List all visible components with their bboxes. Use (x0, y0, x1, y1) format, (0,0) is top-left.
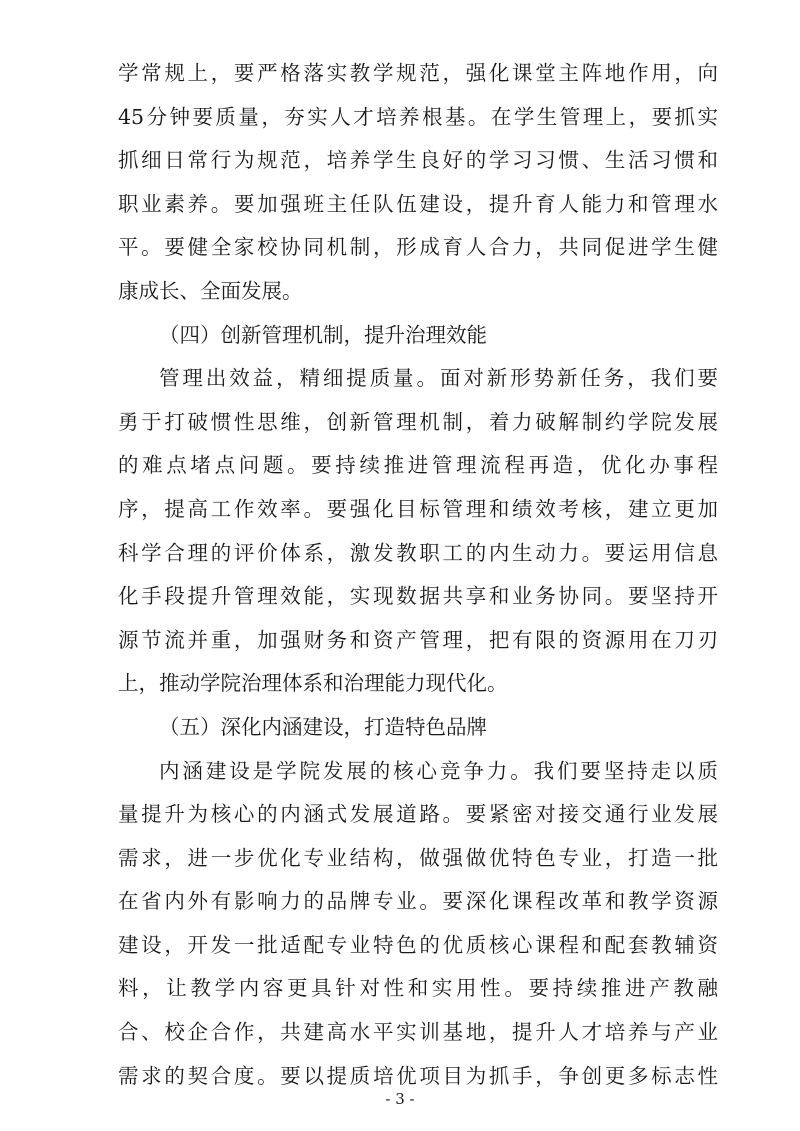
text-line: 需求的契合度。要以提质培优项目为抓手，争创更多标志性 (118, 1063, 718, 1088)
text-line: 内涵建设是学院发展的核心竞争力。我们要坚持走以质 (159, 758, 718, 783)
section-heading: （五）深化内涵建设，打造特色品牌 (159, 714, 487, 739)
text-line: 45分钟要质量，夯实人才培养根基。在学生管理上，要抓实 (118, 104, 718, 129)
text-line: 料，让教学内容更具针对性和实用性。要持续推进产教融 (118, 976, 718, 1001)
paragraph (118, 52, 718, 314)
text-line: 平。要健全家校协同机制，形成育人合力，共同促进学生健 (118, 235, 718, 260)
text-line: 康成长、全面发展。 (118, 278, 303, 303)
text-line: 源节流并重，加强财务和资产管理，把有限的资源用在刀刃 (118, 627, 718, 652)
text-line: 的难点堵点问题。要持续推进管理流程再造，优化办事程 (118, 453, 718, 478)
text-line: 序，提高工作效率。要强化目标管理和绩效考核，建立更加 (118, 496, 718, 521)
paragraph (118, 750, 718, 1099)
text-line: 建设，开发一批适配专业特色的优质核心课程和配套教辅资 (118, 932, 718, 957)
paragraph (118, 357, 718, 706)
text-line: 上，推动学院治理体系和治理能力现代化。 (118, 671, 508, 696)
text-line: 勇于打破惯性思维，创新管理机制，着力破解制约学院发展 (118, 409, 718, 434)
text-line: 需求，进一步优化专业结构，做强做优特色专业，打造一批 (118, 845, 718, 870)
section-heading: （四）创新管理机制，提升治理效能 (159, 322, 487, 347)
text-line: 学常规上，要严格落实教学规范，强化课堂主阵地作用，向 (118, 61, 718, 85)
text-line: 在省内外有影响力的品牌专业。要深化课程改革和教学资源 (118, 889, 718, 914)
text-line: 抓细日常行为规范，培养学生良好的学习习惯、生活习惯和 (118, 148, 718, 173)
document-body (118, 52, 718, 1098)
text-line: 管理出效益，精细提质量。面对新形势新任务，我们要 (159, 366, 718, 391)
page-number: - 3 - (385, 1090, 415, 1108)
text-line: 量提升为核心的内涵式发展道路。要紧密对接交通行业发展 (118, 802, 718, 827)
text-line: 职业素养。要加强班主任队伍建设，提升育人能力和管理水 (118, 191, 718, 216)
text-line: 合、校企合作，共建高水平实训基地，提升人才培养与产业 (118, 1020, 718, 1045)
text-line: 化手段提升管理效能，实现数据共享和业务协同。要坚持开 (118, 584, 718, 609)
text-line: 科学合理的评价体系，激发教职工的内生动力。要运用信息 (118, 540, 718, 565)
